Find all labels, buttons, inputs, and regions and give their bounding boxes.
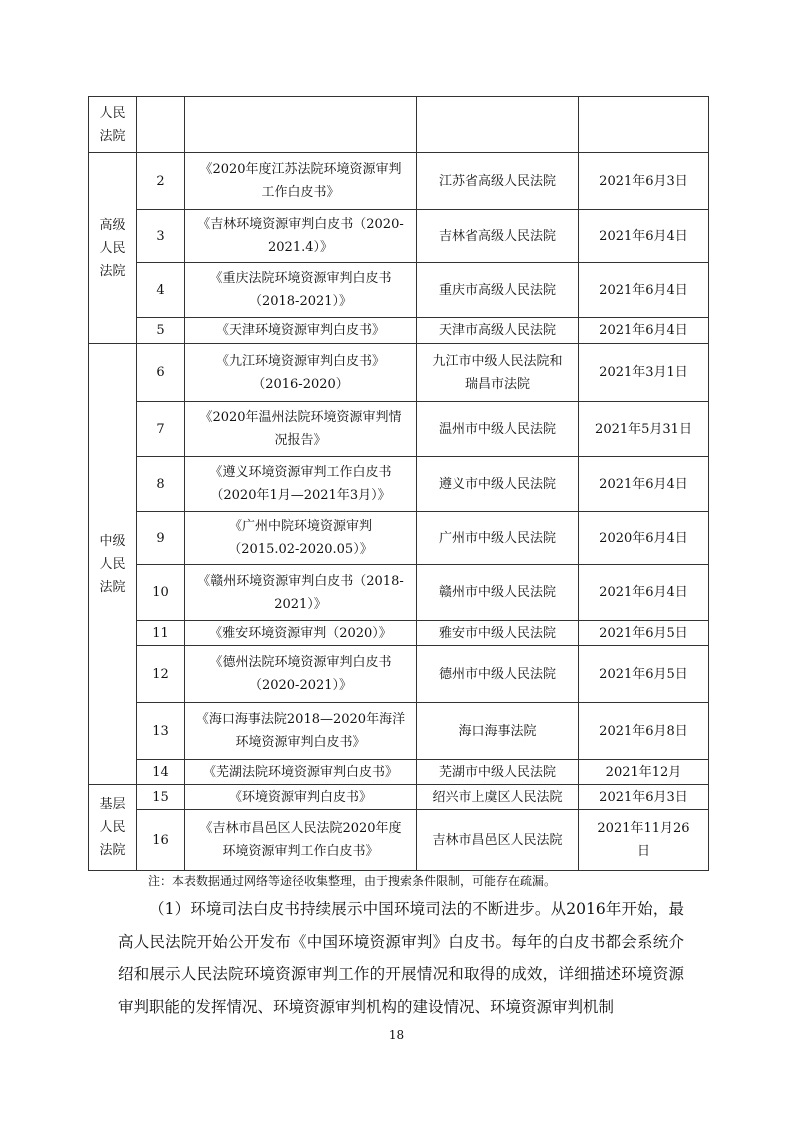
row-number-cell: 7 (137, 402, 185, 457)
white-paper-title-cell: 《天津环境资源审判白皮书》 (185, 318, 417, 344)
row-number-cell: 15 (137, 785, 185, 810)
court-name-cell: 德州市中级人民法院 (417, 646, 579, 703)
row-number-cell (137, 97, 185, 153)
white-paper-title-cell: 《赣州环境资源审判白皮书（2018- 2021）》 (185, 565, 417, 621)
court-name-cell: 江苏省高级人民法院 (417, 153, 579, 210)
table-row (89, 344, 709, 402)
table-row (89, 263, 709, 318)
white-paper-title-cell: 《雅安环境资源审判（2020）》 (185, 621, 417, 646)
table-row (89, 457, 709, 512)
release-date-cell: 2021年6月4日 (579, 565, 709, 621)
white-paper-title-cell: 《九江环境资源审判白皮书》 （2016-2020） (185, 344, 417, 402)
table-row (89, 512, 709, 565)
release-date-cell (579, 97, 709, 153)
table-row (89, 785, 709, 810)
court-level-cell: 基层 人民 法院 (89, 785, 137, 871)
release-date-cell: 2021年6月3日 (579, 785, 709, 810)
row-number-cell: 3 (137, 210, 185, 263)
table-row (89, 810, 709, 871)
white-paper-title-cell: 《吉林环境资源审判白皮书（2020- 2021.4）》 (185, 210, 417, 263)
release-date-cell: 2021年6月8日 (579, 703, 709, 760)
row-number-cell: 6 (137, 344, 185, 402)
release-date-cell: 2021年6月4日 (579, 210, 709, 263)
table-row (89, 153, 709, 210)
table-body (89, 97, 709, 871)
court-level-cell: 中级 人民 法院 (89, 344, 137, 785)
release-date-cell: 2020年6月4日 (579, 512, 709, 565)
row-number-cell: 13 (137, 703, 185, 760)
release-date-cell: 2021年3月1日 (579, 344, 709, 402)
court-level-cell: 人民 法院 (89, 97, 137, 153)
row-number-cell: 2 (137, 153, 185, 210)
row-number-cell: 5 (137, 318, 185, 344)
court-name-cell: 天津市高级人民法院 (417, 318, 579, 344)
row-number-cell: 8 (137, 457, 185, 512)
court-name-cell: 九江市中级人民法院和 瑞昌市法院 (417, 344, 579, 402)
row-number-cell: 10 (137, 565, 185, 621)
table-row (89, 760, 709, 785)
page-number: 18 (388, 1028, 405, 1042)
release-date-cell: 2021年6月5日 (579, 646, 709, 703)
table-row (89, 703, 709, 760)
release-date-cell: 2021年6月4日 (579, 263, 709, 318)
white-paper-title-cell: 《2020年温州法院环境资源审判情 况报告》 (185, 402, 417, 457)
court-name-cell: 海口海事法院 (417, 703, 579, 760)
court-name-cell: 吉林市昌邑区人民法院 (417, 810, 579, 871)
court-name-cell: 雅安市中级人民法院 (417, 621, 579, 646)
white-paper-title-cell: 《海口海事法院2018—2020年海洋 环境资源审判白皮书》 (185, 703, 417, 760)
row-number-cell: 16 (137, 810, 185, 871)
table-row (89, 402, 709, 457)
court-name-cell: 绍兴市上虞区人民法院 (417, 785, 579, 810)
table-row (89, 318, 709, 344)
table-row (89, 646, 709, 703)
court-name-cell: 赣州市中级人民法院 (417, 565, 579, 621)
row-number-cell: 4 (137, 263, 185, 318)
release-date-cell: 2021年5月31日 (579, 402, 709, 457)
table-row (89, 210, 709, 263)
release-date-cell: 2021年6月3日 (579, 153, 709, 210)
white-paper-table (88, 96, 709, 871)
court-name-cell: 广州市中级人民法院 (417, 512, 579, 565)
court-level-cell: 高级 人民 法院 (89, 153, 137, 344)
court-name-cell (417, 97, 579, 153)
row-number-cell: 14 (137, 760, 185, 785)
release-date-cell: 2021年6月4日 (579, 318, 709, 344)
white-paper-title-cell: 《德州法院环境资源审判白皮书 （2020-2021）》 (185, 646, 417, 703)
row-number-cell: 12 (137, 646, 185, 703)
row-number-cell: 11 (137, 621, 185, 646)
white-paper-title-cell: 《吉林市昌邑区人民法院2020年度 环境资源审判工作白皮书》 (185, 810, 417, 871)
white-paper-title-cell (185, 97, 417, 153)
white-paper-title-cell: 《芜湖法院环境资源审判白皮书》 (185, 760, 417, 785)
release-date-cell: 2021年6月4日 (579, 457, 709, 512)
white-paper-title-cell: 《遵义环境资源审判工作白皮书 （2020年1月—2021年3月）》 (185, 457, 417, 512)
court-name-cell: 重庆市高级人民法院 (417, 263, 579, 318)
court-name-cell: 吉林省高级人民法院 (417, 210, 579, 263)
table-row (89, 97, 709, 153)
release-date-cell: 2021年12月 (579, 760, 709, 785)
body-paragraph: （1）环境司法白皮书持续展示中国环境司法的不断进步。从2016年开始，最高人民法院开始公开发布《中国环境资源审判》白皮书。每年的白皮书都会系统介绍和展示人民法院环境资源审判工作的开展情况和取得的成效，详细描述环境资源审判职能的发挥情况、环境资源审判机构的建设情况、环境资源审判机制 (118, 900, 684, 1016)
release-date-cell: 2021年6月5日 (579, 621, 709, 646)
table-row (89, 621, 709, 646)
court-name-cell: 遵义市中级人民法院 (417, 457, 579, 512)
white-paper-title-cell: 《2020年度江苏法院环境资源审判 工作白皮书》 (185, 153, 417, 210)
court-name-cell: 温州市中级人民法院 (417, 402, 579, 457)
court-name-cell: 芜湖市中级人民法院 (417, 760, 579, 785)
table-row (89, 565, 709, 621)
white-paper-title-cell: 《环境资源审判白皮书》 (185, 785, 417, 810)
white-paper-title-cell: 《广州中院环境资源审判 （2015.02-2020.05）》 (185, 512, 417, 565)
row-number-cell: 9 (137, 512, 185, 565)
release-date-cell: 2021年11月26 日 (579, 810, 709, 871)
table-note: 注：本表数据通过网络等途径收集整理，由于搜索条件限制，可能存在疏漏。 (148, 874, 557, 888)
white-paper-title-cell: 《重庆法院环境资源审判白皮书 （2018-2021）》 (185, 263, 417, 318)
